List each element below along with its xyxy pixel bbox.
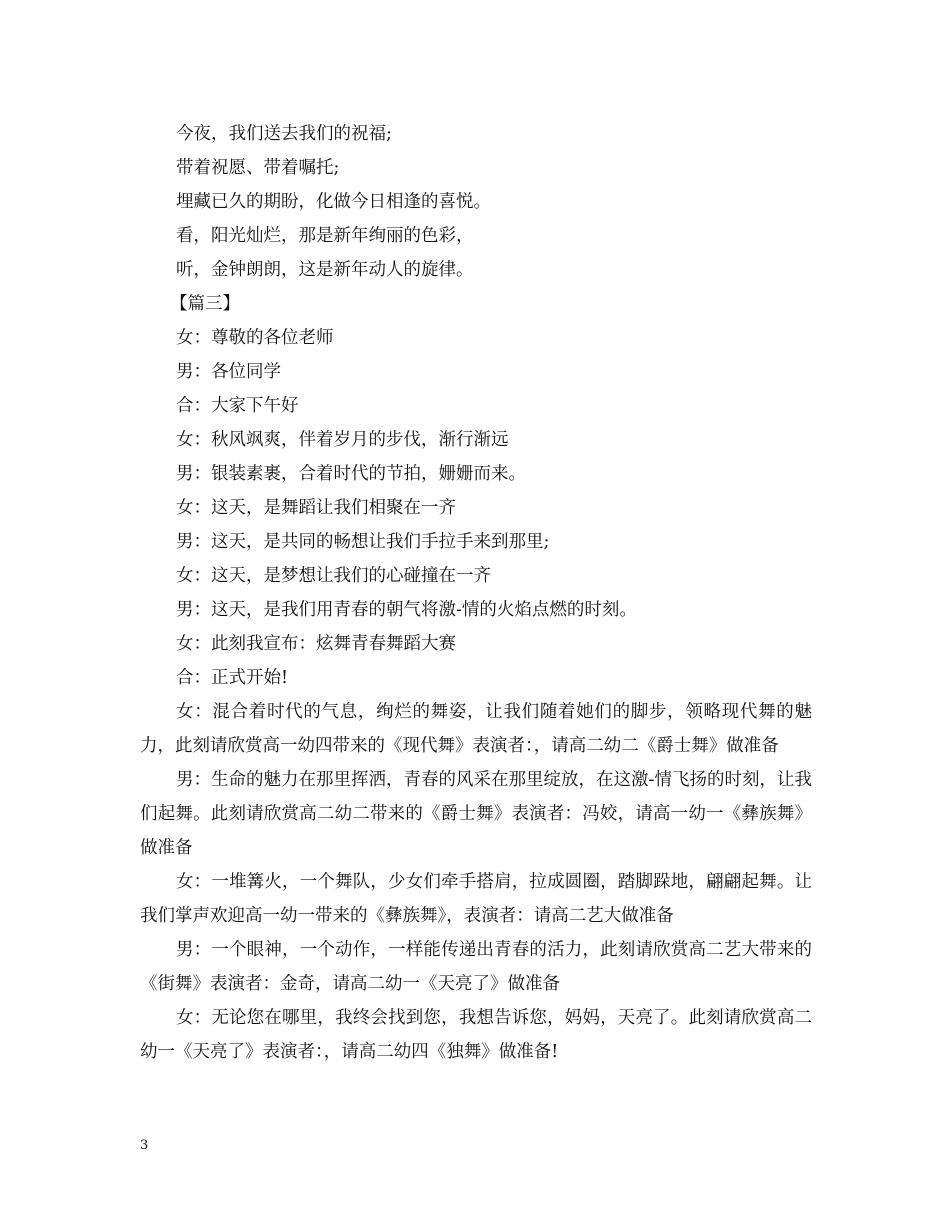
text-line: 女：此刻我宣布：炫舞青春舞蹈大赛: [176, 634, 456, 654]
paragraph: 男：生命的魅力在那里挥洒，青春的风采在那里绽放，在这激-情飞扬的时刻，让我们起舞。此刻请欣赏高二幼二带来的《爵士舞》表演者：冯姣，请高一幼一《彝族舞》做准备: [140, 770, 812, 858]
text-line: 听，金钟朗朗，这是新年动人的旋律。: [176, 260, 474, 280]
text-line: 男：这天，是共同的畅想让我们手拉手来到那里;: [176, 532, 550, 552]
paragraph: 女：无论您在哪里，我终会找到您，我想告诉您，妈妈，天亮了。此刻请欣赏高二幼一《天亮了》表演者：，请高二幼四《独舞》做准备!: [140, 1008, 812, 1062]
paragraph: 男：一个眼神，一个动作，一样能传递出青春的活力，此刻请欣赏高二艺大带来的《街舞》表演者：金奇，请高二幼一《天亮了》做准备: [140, 940, 812, 994]
text-line: 女：这天，是舞蹈让我们相聚在一齐: [176, 498, 456, 518]
text-line: 埋藏已久的期盼，化做今日相逢的喜悦。: [176, 192, 491, 212]
section-heading: 【篇三】: [170, 294, 240, 314]
paragraph: 女：混合着时代的气息，绚烂的舞姿，让我们随着她们的脚步，领略现代舞的魅力，此刻请欣赏高一幼四带来的《现代舞》表演者：，请高二幼二《爵士舞》做准备: [140, 702, 812, 756]
text-line: 合：大家下午好: [176, 396, 299, 416]
text-line: 女：尊敬的各位老师: [176, 328, 334, 348]
text-line: 女：秋风飒爽，伴着岁月的步伐，渐行渐远: [176, 430, 509, 450]
page-number: 3: [140, 1138, 149, 1153]
text-line: 今夜，我们送去我们的祝福;: [176, 124, 392, 144]
text-line: 看，阳光灿烂，那是新年绚丽的色彩，: [176, 226, 474, 246]
text-line: 带着祝愿、带着嘱托;: [176, 158, 340, 178]
text-line: 男：这天，是我们用青春的朝气将激-情的火焰点燃的时刻。: [176, 600, 637, 620]
paragraph: 女：一堆篝火，一个舞队，少女们牵手搭肩，拉成圆圈，踏脚跺地，翩翩起舞。让我们掌声欢迎高一幼一带来的《彝族舞》，表演者：请高二艺大做准备: [140, 872, 812, 926]
text-line: 男：银装素裹，合着时代的节拍，姗姗而来。: [176, 464, 526, 484]
page-content: [140, 117, 812, 1069]
text-line: 女：这天，是梦想让我们的心碰撞在一齐: [176, 566, 491, 586]
text-line: 合：正式开始!: [176, 668, 289, 688]
text-line: 男：各位同学: [176, 362, 281, 382]
